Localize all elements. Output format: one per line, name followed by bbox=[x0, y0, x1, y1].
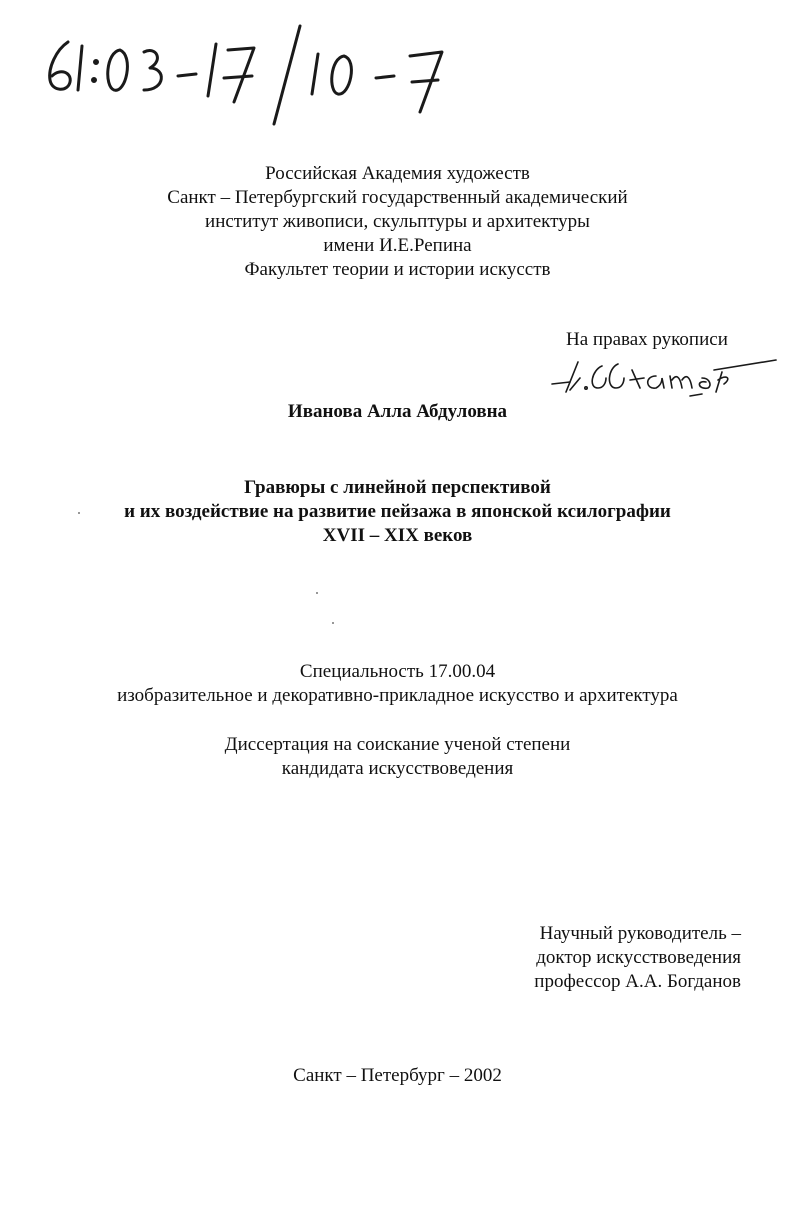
degree-line: кандидата искусствоведения bbox=[281, 758, 514, 779]
supervisor-block bbox=[500, 922, 741, 994]
institution-line: Факультет теории и истории искусств bbox=[244, 259, 551, 280]
title-line: XVII – XIX веков bbox=[322, 525, 473, 546]
speciality-line: Специальность 17.00.04 bbox=[299, 661, 496, 682]
city-year-block bbox=[0, 1064, 795, 1088]
degree-block bbox=[0, 733, 795, 781]
city-year: Санкт – Петербург – 2002 bbox=[293, 1065, 502, 1086]
title-line: и их воздействие на развитие пейзажа в японской ксилографии bbox=[124, 501, 671, 522]
supervisor-line: профессор А.А. Богданов bbox=[534, 971, 741, 992]
author-name: Иванова Алла Абдуловна bbox=[287, 401, 508, 422]
institution-line: Российская Академия художеств bbox=[265, 163, 530, 184]
handwritten-archive-number bbox=[38, 20, 458, 130]
institution-line: Санкт – Петербургский государственный академический bbox=[167, 187, 628, 208]
supervisor-line: Научный руководитель – bbox=[539, 923, 741, 944]
speciality-line: изобразительное и декоративно-прикладное искусство и архитектура bbox=[117, 685, 678, 706]
speciality-block bbox=[0, 660, 795, 708]
degree-line: Диссертация на соискание ученой степени bbox=[224, 734, 571, 755]
author-name-block bbox=[0, 400, 795, 424]
signature-strokes bbox=[540, 348, 780, 398]
scan-speck bbox=[78, 512, 80, 514]
institution-line: имени И.Е.Репина bbox=[323, 235, 472, 256]
supervisor-line: доктор искусствоведения bbox=[536, 947, 741, 968]
scan-speck bbox=[316, 592, 318, 594]
dissertation-title bbox=[0, 476, 795, 548]
handwritten-number-strokes bbox=[38, 20, 458, 130]
manuscript-note: На правах рукописи bbox=[566, 329, 728, 350]
title-line: Гравюры с линейной перспективой bbox=[244, 477, 551, 498]
institution-line: институт живописи, скульптуры и архитектуры bbox=[205, 211, 590, 232]
institution-header bbox=[0, 162, 795, 282]
signature bbox=[540, 348, 780, 398]
scan-speck bbox=[332, 622, 334, 624]
